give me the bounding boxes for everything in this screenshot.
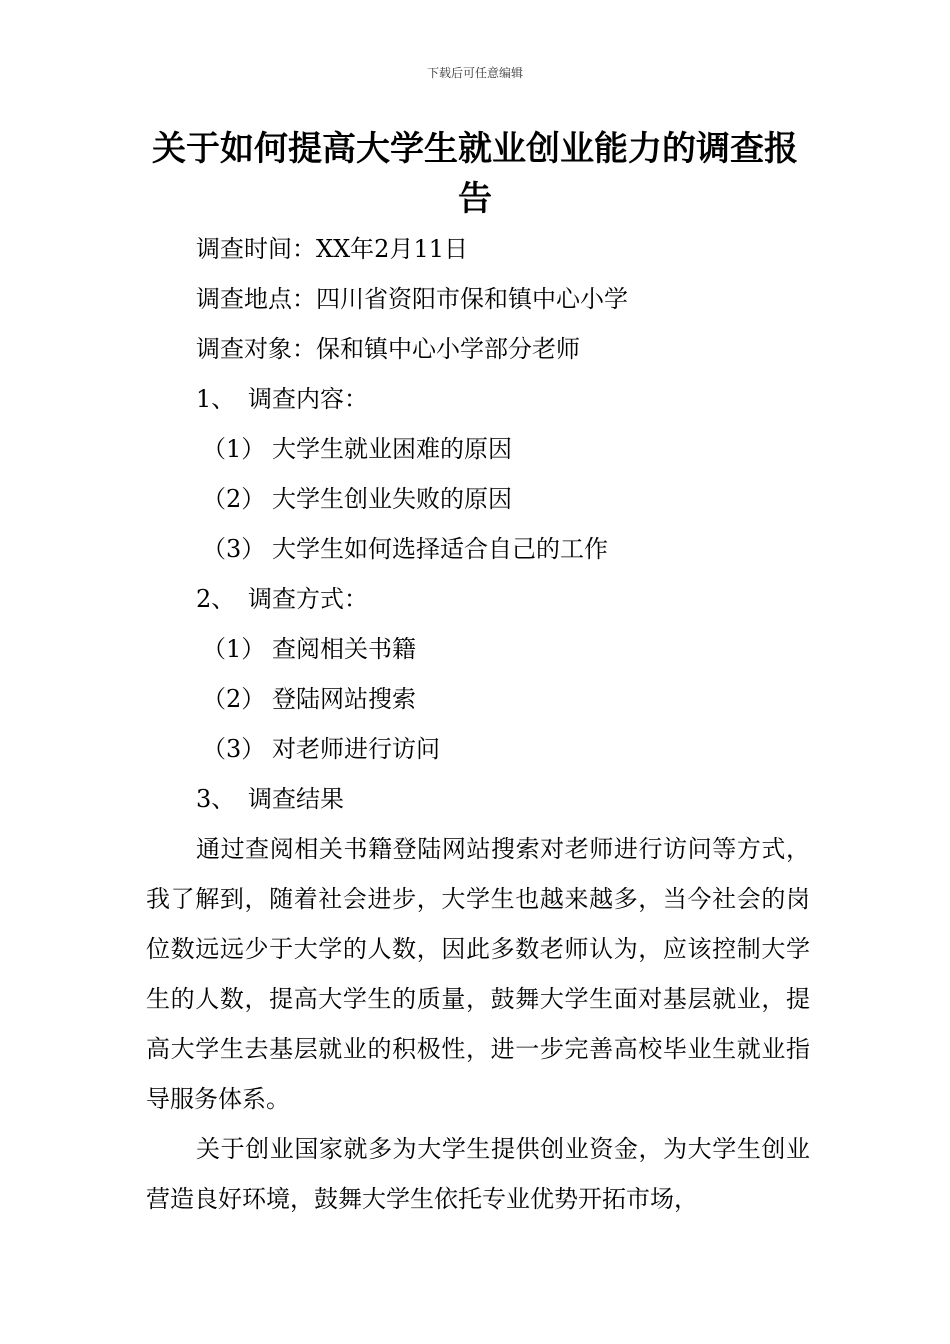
list-item-number: （1）	[202, 435, 266, 463]
list-item	[146, 524, 810, 574]
body-paragraph: 通过查阅相关书籍登陆网站搜索对老师进行访问等方式，我了解到，随着社会进步，大学生也越来越多，当今社会的岗位数远远少于大学的人数，因此多数老师认为，应该控制大学生的人数，提高大学生的质量，鼓舞大学生面对基层就业，提高大学生去基层就业的积极性，进一步完善高校毕业生就业指导服务体系。	[146, 835, 810, 1113]
survey-place: 调查地点：四川省资阳市保和镇中心小学	[196, 285, 628, 313]
section-title: 调查方式：	[248, 585, 368, 613]
list-item	[146, 624, 810, 674]
section-heading	[146, 374, 810, 424]
list-item-text: 查阅相关书籍	[272, 635, 416, 663]
list-item-number: （3）	[202, 535, 266, 563]
list-item-number: （2）	[202, 485, 266, 513]
section-heading	[146, 574, 810, 624]
section-title: 调查内容：	[248, 385, 368, 413]
list-item-text: 对老师进行访问	[272, 735, 440, 763]
document-body	[146, 224, 810, 1224]
list-item-number: （1）	[202, 635, 266, 663]
document-title: 关于如何提高大学生就业创业能力的调查报告	[152, 129, 798, 219]
list-item-text: 大学生创业失败的原因	[272, 485, 512, 513]
section-title: 调查结果	[248, 785, 344, 813]
list-item	[146, 474, 810, 524]
survey-time: 调查时间：XX年2月11日	[196, 235, 468, 263]
list-item	[146, 424, 810, 474]
list-item-number: （3）	[202, 735, 266, 763]
list-item	[146, 724, 810, 774]
page-header-note: 下载后可任意编辑	[426, 66, 523, 80]
list-item-number: （2）	[202, 685, 266, 713]
list-item-text: 大学生就业困难的原因	[272, 435, 512, 463]
section-number: 2、	[196, 585, 236, 613]
survey-subject: 调查对象：保和镇中心小学部分老师	[196, 335, 580, 363]
section-heading	[146, 774, 810, 824]
list-item	[146, 674, 810, 724]
section-number: 1、	[196, 385, 236, 413]
section-number: 3、	[196, 785, 236, 813]
list-item-text: 登陆网站搜索	[272, 685, 416, 713]
body-paragraph: 关于创业国家就多为大学生提供创业资金，为大学生创业营造良好环境，鼓舞大学生依托专业优势开拓市场，	[146, 1135, 810, 1213]
list-item-text: 大学生如何选择适合自己的工作	[272, 535, 608, 563]
